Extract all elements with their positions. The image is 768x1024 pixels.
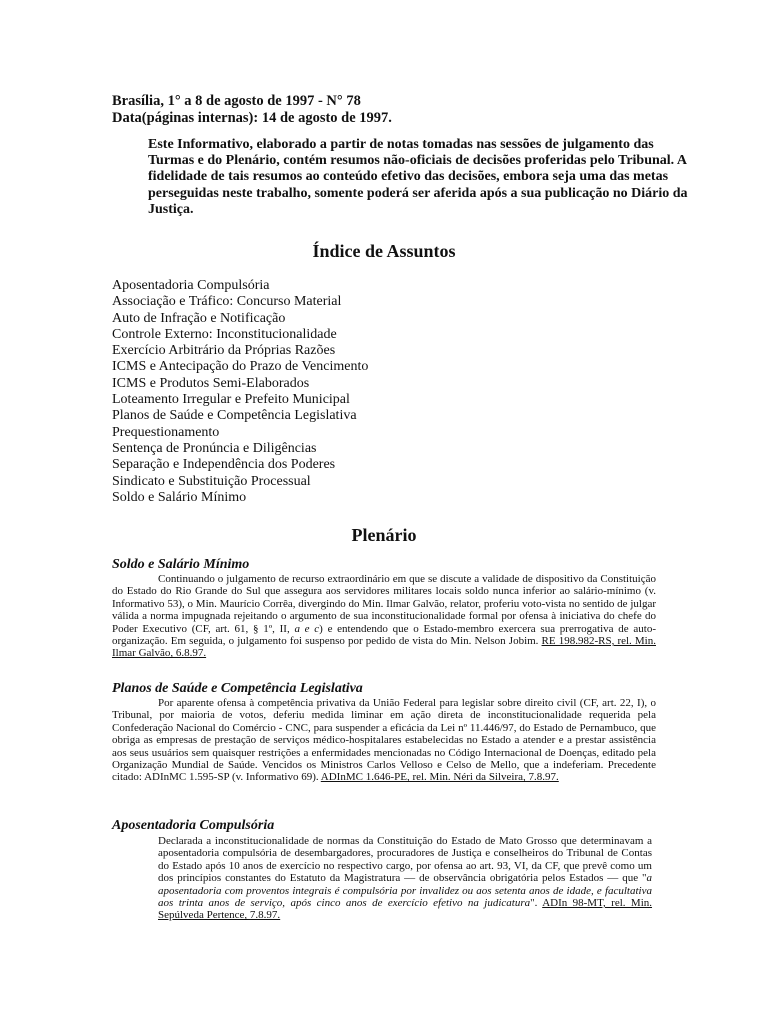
body-text: ". <box>530 897 543 910</box>
index-list <box>112 278 592 506</box>
body-quote: a aposentadoria com proventos integrais é compulsória por invalidez ou aos setenta anos de idade, e facultativa aos trinta anos de serviço, após cinco anos de exercício efetivo na judicatura <box>158 872 652 910</box>
section-body-aposentadoria <box>158 835 652 922</box>
body-italic: a e c <box>294 622 320 635</box>
section-title-aposentadoria: Aposentadoria Compulsória <box>112 818 275 833</box>
case-reference-link[interactable]: RE 198.982-RS, rel. Min. Ilmar Galvão, 6.8.97. <box>112 635 656 660</box>
body-text: Continuando o julgamento de recurso extraordinário em que se discute a validade de dispositivo da Constituição do Estado do Rio Grande do Sul que assegura aos servidores militares locais soldo nunca inferior ao salário-mínimo (v. Informativo 53), o Min. Maurício Corrêa, divergindo do Min. Ilmar Galvão, relator, proferiu voto-vista no sentido de julgar válida a norma impugnada rejeitando o argumento de sua inconstitucionalidade formal por ofensa à iniciativa do chefe do Poder Executivo (CF, art. 61, § 1º, II, <box>112 573 656 635</box>
index-item[interactable]: ICMS e Antecipação do Prazo de Vencimento <box>112 359 369 375</box>
body-text: ) e entendendo que o Estado-membro exercera sua prerrogativa de auto-organização. Em seguida, o julgamento foi suspenso por pedido de vista do Min. Nelson Jobim. <box>112 622 656 648</box>
index-item[interactable]: Auto de Infração e Notificação <box>112 310 286 326</box>
index-item[interactable]: Loteamento Irregular e Prefeito Municipal <box>112 392 350 408</box>
index-item[interactable]: Aposentadoria Compulsória <box>112 278 270 293</box>
plenario-heading: Plenário <box>351 525 417 545</box>
index-item[interactable]: ICMS e Produtos Semi-Elaborados <box>112 375 310 391</box>
index-item[interactable]: Controle Externo: Inconstitucionalidade <box>112 326 337 342</box>
bulletin-date-number: Brasília, 1° a 8 de agosto de 1997 - N° 78 <box>112 93 361 109</box>
index-item[interactable]: Planos de Saúde e Competência Legislativa <box>112 408 357 424</box>
case-reference-link[interactable]: ADInMC 1.646-PE, rel. Min. Néri da Silveira, 7.8.97. <box>320 771 559 784</box>
body-text: Declarada a inconstitucionalidade de normas da Constituição do Estado de Mato Grosso que determinavam a aposentadoria compulsória de desembargadores, procuradores de Justiça e conselheiros do Tribunal de Contas do Estado após 10 anos de exercício no respectivo cargo, por ofensa ao art. 93, VI, da CF, que prevê como um dos princípios constantes do Estatuto da Magistratura — de observância obrigatória pelos Estados — que " <box>158 835 652 885</box>
body-text: Por aparente ofensa à competência privativa da União Federal para legislar sobre direito civil (CF, art. 22, I), o Tribunal, por maioria de votos, deferiu medida liminar em ação direta de inconstitucionalidade requerida pela Confederação Nacional do Comércio - CNC, para suspender a eficácia da Lei nº 11.446/97, do Estado de Pernambuco, que obriga as empresas de prestação de serviços médico-hospitalares estabelecidas no Estado a atender e a prestar assistência aos seus usuários sem quaisquer restrições a enfermidades mencionadas no Código Internacional de Doenças, editado pela Organização Mundial de Saúde. Vencidos os Ministros Carlos Velloso e Celso de Mello, que a indeferiam. Precedente citado: ADInMC 1.595-SP (v. Informativo 69). <box>112 697 656 784</box>
index-item[interactable]: Separação e Independência dos Poderes <box>112 457 336 473</box>
section-title-soldo: Soldo e Salário Mínimo <box>112 557 250 572</box>
bulletin-header <box>112 93 672 127</box>
index-item[interactable]: Exercício Arbitrário da Próprias Razões <box>112 343 336 359</box>
index-item[interactable]: Prequestionamento <box>112 424 220 440</box>
index-item[interactable]: Soldo e Salário Mínimo <box>112 489 247 505</box>
case-reference-link[interactable]: ADIn 98-MT, rel. Min. Sepúlveda Pertence, 7.8.97. <box>158 897 653 922</box>
section-title-planos: Planos de Saúde e Competência Legislativa <box>112 681 363 696</box>
index-item[interactable]: Sindicato e Substituição Processual <box>112 473 311 489</box>
section-body-soldo <box>112 573 656 660</box>
index-item[interactable]: Associação e Tráfico: Concurso Material <box>112 294 342 310</box>
section-body-planos <box>112 697 656 784</box>
index-title: Índice de Assuntos <box>312 241 456 261</box>
index-item[interactable]: Sentença de Pronúncia e Diligências <box>112 440 317 456</box>
intro-paragraph: Este Informativo, elaborado a partir de notas tomadas nas sessões de julgamento das Turmas e do Plenário, contém resumos não-oficiais de decisões proferidas pelo Tribunal. A fidelidade de tais resumos ao conteúdo efetivo das decisões, embora seja uma das metas perseguidas neste trabalho, somente poderá ser aferida após a sua publicação no Diário da Justiça. <box>148 137 688 217</box>
internal-pages-date: Data(páginas internas): 14 de agosto de 1997. <box>112 110 392 126</box>
